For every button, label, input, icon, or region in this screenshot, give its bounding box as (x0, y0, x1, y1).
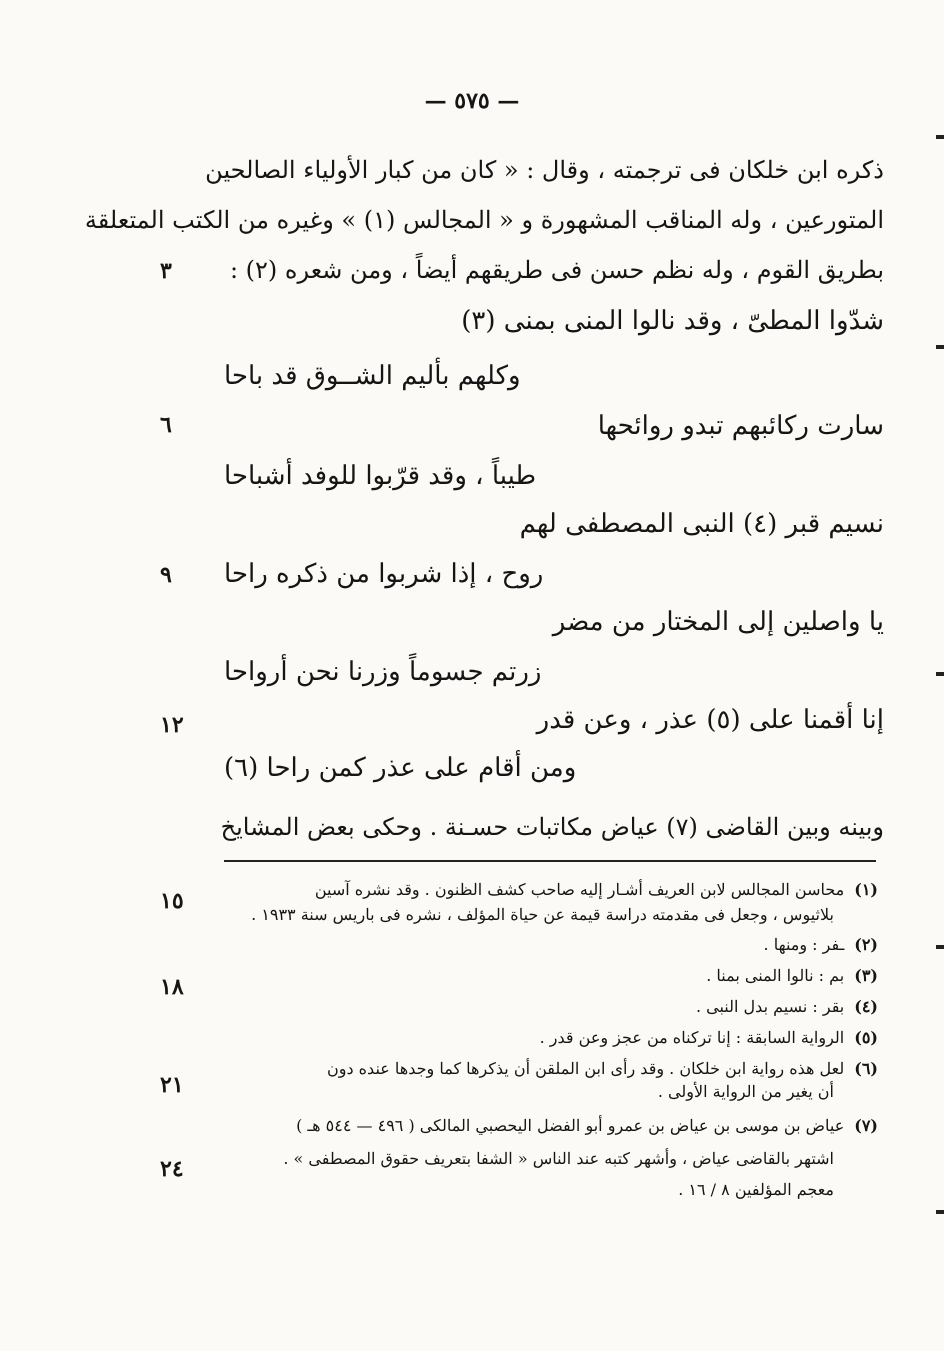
footnote (218, 1028, 878, 1048)
margin-line-number: ٦ (160, 412, 172, 438)
margin-line-number: ٢٤ (160, 1156, 184, 1182)
prose-line: ذكره ابن خلكان فى ترجمته ، وقال : « كان من كبار الأولياء الصالحين (205, 156, 884, 184)
margin-line-number: ١٢ (160, 712, 184, 738)
closing-line: وبينه وبين القاضى (٧) عياض مكاتبات حسـنة . وحكى بعض المشايخ (220, 813, 884, 841)
footnote-continuation: اشتهر بالقاضى عياض ، وأشهر كتبه عند الناس « الشفا بتعريف حقوق المصطفى » . (283, 1149, 834, 1168)
scan-edge-mark (936, 672, 944, 676)
verse-hemistich-first: نسيم قبر (٤) النبى المصطفى لهم (519, 509, 884, 539)
verse-hemistich-second: وكلهم بأليم الشــوق قد باحا (224, 361, 521, 391)
verse-hemistich-second: زرتم جسوماً وزرنا نحن أرواحا (224, 657, 542, 687)
margin-line-number: ٩ (160, 562, 172, 588)
margin-line-number: ١٨ (160, 974, 184, 1000)
verse-hemistich-first: يا واصلين إلى المختار من مضر (552, 607, 884, 637)
footnote-continuation: بلاثيوس ، وجعل فى مقدمته دراسة قيمة عن حياة المؤلف ، نشره فى باريس سنة ١٩٣٣ . (251, 905, 834, 924)
footnote-number: (٢) (854, 935, 878, 954)
verse-hemistich-first: إنا أقمنا على (٥) عذر ، وعن قدر (536, 705, 884, 735)
footnote (218, 966, 878, 986)
footnote-text: لعل هذه رواية ابن خلكان . وقد رأى ابن الملقن أن يذكرها كما وجدها عنده دون (326, 1059, 845, 1078)
scan-edge-mark (936, 135, 944, 139)
footnote-number: (٤) (854, 997, 878, 1016)
margin-line-number: ٣ (160, 258, 172, 284)
footnote-number: (٥) (854, 1028, 878, 1047)
footnote-number: (٧) (854, 1116, 878, 1135)
footnote-separator (224, 860, 876, 862)
verse-hemistich-first: سارت ركائبهم تبدو روائحها (597, 411, 884, 441)
footnote (218, 935, 878, 955)
footnote (218, 1116, 878, 1136)
footnote-text: بم : نالوا المنى بمنا . (706, 966, 845, 985)
verse-hemistich-first: شدّوا المطىّ ، وقد نالوا المنى بمنى (٣) (461, 306, 884, 336)
margin-line-number: ١٥ (160, 888, 184, 914)
prose-line: بطريق القوم ، وله نظم حسن فى طريقهم أيضاً ، ومن شعره (٢) : (229, 256, 884, 284)
footnote-continuation: أن يغير من الرواية الأولى . (657, 1082, 834, 1101)
margin-line-number: ٢١ (160, 1072, 184, 1098)
verse-hemistich-second: طيباً ، وقد قرّبوا للوفد أشباحا (224, 461, 537, 491)
scan-edge-mark (936, 1210, 944, 1214)
page-number: — ٥٧٥ — (424, 88, 520, 114)
scan-edge-mark (936, 345, 944, 349)
footnote-text: ـفر : ومنها . (763, 935, 845, 954)
footnote-text: محاسن المجالس لابن العريف أشـار إليه صاحب كشف الظنون . وقد نشره آسين (314, 880, 845, 899)
footnote-number: (٣) (854, 966, 878, 985)
footnote (218, 997, 878, 1017)
footnote-number: (١) (854, 880, 878, 899)
footnote-text: الرواية السابقة : إنا تركناه من عجز وعن قدر . (539, 1028, 845, 1047)
verse-hemistich-second: ومن أقام على عذر كمن راحا (٦) (224, 753, 577, 783)
scan-edge-mark (936, 945, 944, 949)
footnote (218, 1059, 878, 1079)
footnote-number: (٦) (854, 1059, 878, 1078)
footnote-continuation: معجم المؤلفين ٨ / ١٦ . (678, 1180, 834, 1199)
footnote-text: عياض بن موسى بن عياض بن عمرو أبو الفضل اليحصبي المالكى ( ٤٩٦ — ٥٤٤ هـ ) (296, 1116, 845, 1135)
footnote-text: بقر : نسيم بدل النبى . (695, 997, 845, 1016)
prose-line: المتورعين ، وله المناقب المشهورة و « المجالس (١) » وغيره من الكتب المتعلقة (84, 206, 884, 234)
footnote (218, 880, 878, 900)
verse-hemistich-second: روح ، إذا شربوا من ذكره راحا (224, 559, 544, 589)
